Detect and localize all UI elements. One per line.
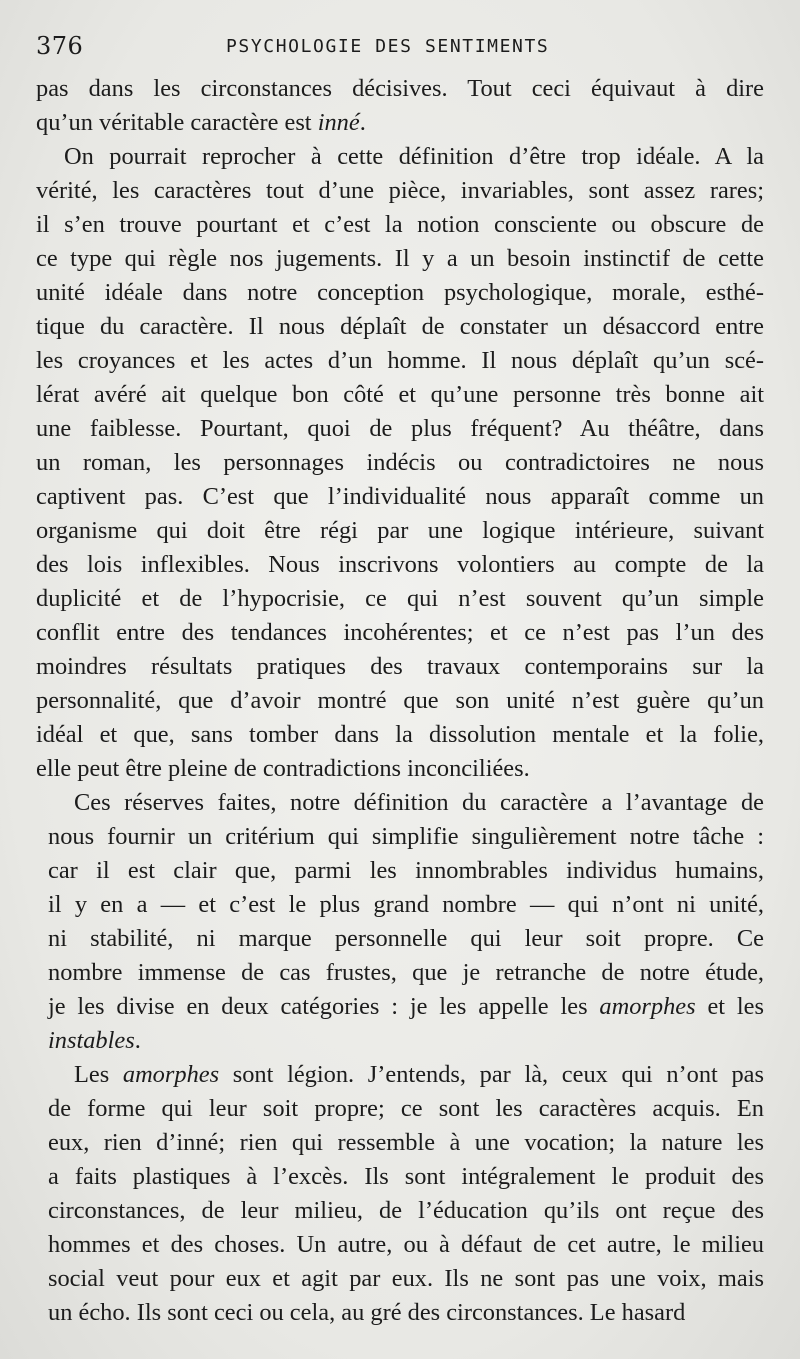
paragraph bbox=[36, 786, 764, 1058]
text-line bbox=[36, 514, 764, 548]
text-line bbox=[36, 72, 764, 106]
text-run: Ces réserves faites, notre définition du caractère a l’avantage de bbox=[74, 789, 764, 816]
text-line bbox=[36, 1296, 764, 1330]
text-run: nombre immense de cas frustes, que je retranche de notre étude, bbox=[48, 959, 764, 986]
paragraph bbox=[36, 72, 764, 140]
text-run: duplicité et de l’hypocrisie, ce qui n’est souvent qu’un simple bbox=[36, 585, 764, 612]
text-line bbox=[36, 956, 764, 990]
text-run: une faiblesse. Pourtant, quoi de plus fréquent? Au théâtre, dans bbox=[36, 415, 764, 442]
text-run: elle peut être pleine de contradictions inconciliées. bbox=[36, 755, 530, 782]
text-run: lérat avéré ait quelque bon côté et qu’une personne très bonne ait bbox=[36, 381, 764, 408]
paragraph bbox=[36, 1058, 764, 1330]
text-run: les croyances et les actes d’un homme. Il nous déplaît qu’un scé- bbox=[36, 347, 764, 374]
text-run: un écho. Ils sont ceci ou cela, au gré des circonstances. Le hasard bbox=[48, 1299, 686, 1326]
text-line bbox=[36, 344, 764, 378]
text-line bbox=[36, 140, 764, 174]
text-run: . bbox=[359, 109, 366, 136]
text-line bbox=[36, 208, 764, 242]
text-line bbox=[36, 1024, 764, 1058]
text-run: moindres résultats pratiques des travaux contemporains sur la bbox=[36, 653, 764, 680]
text-line bbox=[36, 990, 764, 1024]
text-run: nous fournir un critérium qui simplifie singulièrement notre tâche : bbox=[48, 823, 764, 850]
text-run: ni stabilité, ni marque personnelle qui leur soit propre. Ce bbox=[48, 925, 764, 952]
text-run: il y en a — et c’est le plus grand nombre — qui n’ont ni unité, bbox=[48, 891, 764, 918]
text-line bbox=[36, 582, 764, 616]
text-line bbox=[36, 1262, 764, 1296]
page-number: 376 bbox=[36, 32, 84, 60]
text-line bbox=[36, 888, 764, 922]
text-line bbox=[36, 242, 764, 276]
text-run: unité idéale dans notre conception psychologique, morale, esthé- bbox=[36, 279, 764, 306]
text-line bbox=[36, 684, 764, 718]
text-run: des lois inflexibles. Nous inscrivons volontiers au compte de la bbox=[36, 551, 764, 578]
text-line bbox=[36, 650, 764, 684]
text-run: car il est clair que, parmi les innombrables individus humains, bbox=[48, 857, 764, 884]
text-line bbox=[36, 616, 764, 650]
text-line bbox=[36, 412, 764, 446]
text-line bbox=[36, 1194, 764, 1228]
running-title: PSYCHOLOGIE DES SENTIMENTS bbox=[226, 36, 550, 57]
text-run: organisme qui doit être régi par une logique intérieure, suivant bbox=[36, 517, 764, 544]
text-line bbox=[36, 378, 764, 412]
text-line bbox=[36, 752, 764, 786]
text-line bbox=[36, 446, 764, 480]
text-line bbox=[36, 1228, 764, 1262]
text-line bbox=[36, 310, 764, 344]
text-run: . bbox=[134, 1027, 141, 1054]
text-run: Les bbox=[74, 1061, 123, 1088]
text-run: qu’un véritable caractère est bbox=[36, 109, 318, 136]
italic-term: inné bbox=[317, 109, 360, 136]
text-line bbox=[36, 1092, 764, 1126]
text-run: On pourrait reprocher à cette définition d’être trop idéale. A la bbox=[64, 143, 764, 170]
text-line bbox=[36, 276, 764, 310]
text-run: eux, rien d’inné; rien qui ressemble à une vocation; la nature les bbox=[48, 1129, 764, 1156]
text-run: a faits plastiques à l’excès. Ils sont intégralement le produit des bbox=[48, 1163, 764, 1190]
paragraph bbox=[36, 140, 764, 786]
text-run: conflit entre des tendances incohérentes; et ce n’est pas l’un des bbox=[36, 619, 764, 646]
italic-term: amorphes bbox=[599, 993, 696, 1020]
text-line bbox=[36, 1126, 764, 1160]
text-line bbox=[36, 106, 764, 140]
italic-term: instables bbox=[48, 1027, 135, 1054]
text-line bbox=[36, 1160, 764, 1194]
text-run: pas dans les circonstances décisives. Tout ceci équivaut à dire bbox=[36, 75, 764, 102]
text-line bbox=[36, 922, 764, 956]
text-run: idéal et que, sans tomber dans la dissolution mentale et la folie, bbox=[36, 721, 764, 748]
text-run: ce type qui règle nos jugements. Il y a un besoin instinctif de cette bbox=[36, 245, 764, 272]
text-line bbox=[36, 480, 764, 514]
text-line bbox=[36, 786, 764, 820]
text-line bbox=[36, 854, 764, 888]
text-run: et les bbox=[695, 993, 764, 1020]
text-line bbox=[36, 174, 764, 208]
text-run: vérité, les caractères tout d’une pièce, invariables, sont assez rares; bbox=[36, 177, 764, 204]
body-text bbox=[36, 72, 764, 1330]
page-header bbox=[36, 32, 766, 62]
text-run: tique du caractère. Il nous déplaît de constater un désaccord entre bbox=[36, 313, 764, 340]
text-run: il s’en trouve pourtant et c’est la notion consciente ou obscure de bbox=[36, 211, 764, 238]
text-run: je les divise en deux catégories : je les appelle les bbox=[48, 993, 600, 1020]
text-run: sont légion. J’entends, par là, ceux qui n’ont pas bbox=[219, 1061, 764, 1088]
text-line bbox=[36, 1058, 764, 1092]
text-run: circonstances, de leur milieu, de l’éducation qu’ils ont reçue des bbox=[48, 1197, 764, 1224]
text-run: un roman, les personnages indécis ou contradictoires ne nous bbox=[36, 449, 764, 476]
text-run: social veut pour eux et agit par eux. Ils ne sont pas une voix, mais bbox=[48, 1265, 764, 1292]
text-run: captivent pas. C’est que l’individualité nous apparaît comme un bbox=[36, 483, 764, 510]
text-run: personnalité, que d’avoir montré que son unité n’est guère qu’un bbox=[36, 687, 764, 714]
text-line bbox=[36, 548, 764, 582]
italic-term: amorphes bbox=[122, 1061, 220, 1088]
text-line bbox=[36, 718, 764, 752]
text-run: hommes et des choses. Un autre, ou à défaut de cet autre, le milieu bbox=[48, 1231, 764, 1258]
text-line bbox=[36, 820, 764, 854]
text-run: de forme qui leur soit propre; ce sont les caractères acquis. En bbox=[48, 1095, 764, 1122]
